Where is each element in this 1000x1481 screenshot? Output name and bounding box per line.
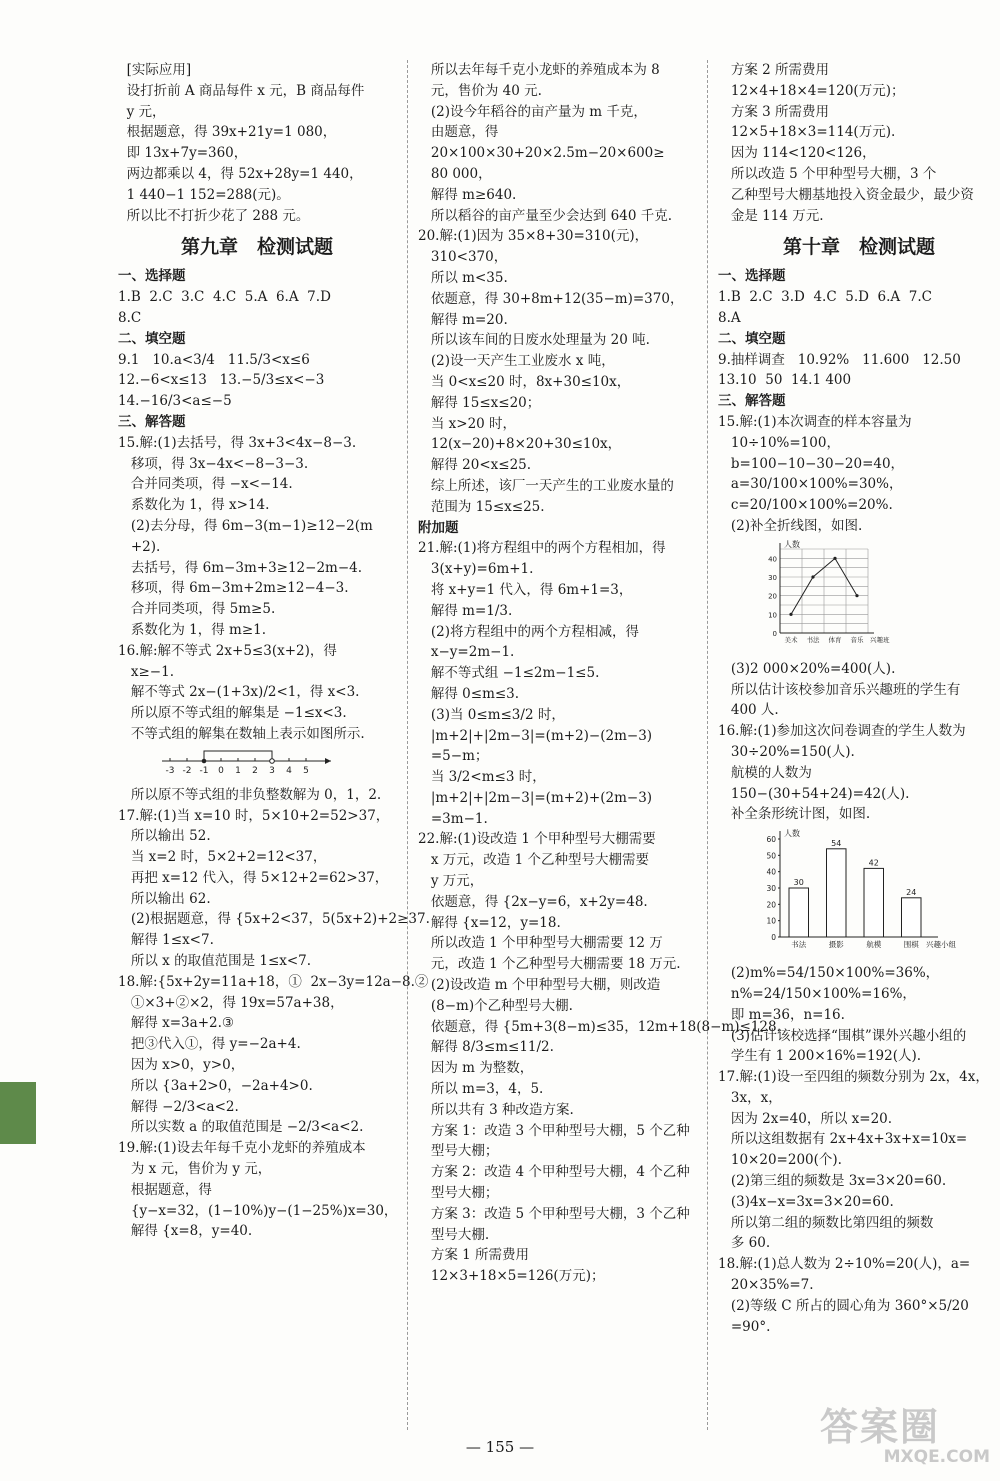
text-line: 所以输出 62. xyxy=(118,890,211,907)
text-line: 9.抽样调查 10.92% 11.600 12.50 xyxy=(718,351,961,368)
text-line: 因为 2x=40，所以 x=20. xyxy=(718,1110,893,1127)
bar xyxy=(902,898,922,937)
text-line: x 万元，改造 1 个乙种型号大棚需要 xyxy=(418,852,649,869)
text-line: x≥−1. xyxy=(118,663,174,680)
text-line: y 万元， xyxy=(418,873,484,890)
text-line: (3)4x−x=3x=3×20=60. xyxy=(718,1193,894,1210)
page-number: — 155 — xyxy=(465,1438,535,1456)
text-line: 所以该车间的日废水处理量为 20 吨. xyxy=(418,332,650,349)
x-tick-label: 体育 xyxy=(828,635,842,644)
text-line: 解得 0≤m≤3. xyxy=(418,685,520,702)
number-line-label: -1 xyxy=(199,765,209,776)
data-point xyxy=(811,575,814,578)
text-line: (3)当 0≤m≤3/2 时， xyxy=(418,706,565,723)
number-line-label: 3 xyxy=(269,765,275,776)
text-line: 方案 3 所需费用 xyxy=(718,103,830,120)
text-line: 1.B 2.C 3.C 4.C 5.A 6.A 7.D xyxy=(118,289,331,306)
text-line: 当 x>20 时， xyxy=(418,415,517,432)
text-line: 12×4+18×4=120(万元)； xyxy=(718,82,905,99)
text-line: 12×3+18×5=126(万元)； xyxy=(418,1268,605,1285)
y-tick-label: 30 xyxy=(768,573,777,582)
text-line: (2)去分母，得 6m−3(m−1)≥12−2(m xyxy=(118,517,373,534)
text-line: 航模的人数为 xyxy=(718,764,812,781)
text-line: 当 3/2<m≤3 时， xyxy=(418,769,546,786)
text-line: 依题意，得 30+8m+12(35−m)=370， xyxy=(418,290,684,307)
text-line: 所以第二组的频数比第四组的频数 xyxy=(718,1214,934,1231)
text-line: 学生有 1 200×16%=192(人). xyxy=(718,1048,922,1065)
text-line: 80 000， xyxy=(418,165,492,182)
text-line: 解得 1≤x<7. xyxy=(118,932,214,949)
watermark-url: MXQE.COM xyxy=(883,1447,990,1467)
text-line: 22.解:(1)设改造 1 个甲种型号大棚需要 xyxy=(418,831,656,848)
watermark-logo xyxy=(820,1407,990,1473)
text-line: 14.−16/3<a≤−5 xyxy=(118,393,232,410)
chapter-10-title: 第十章 检测试题 xyxy=(782,236,935,259)
text-line: 13.10 50 14.1 400 xyxy=(718,372,852,389)
chapter-9-answers xyxy=(118,266,396,744)
text-line: |m+2|+|2m−3|=(m+2)−(2m−3) xyxy=(418,727,653,744)
text-line: =5−m； xyxy=(418,748,489,765)
chapter-10-answers xyxy=(718,266,1000,536)
text-line: 型号大棚. xyxy=(418,1226,490,1243)
text-line: 元，改造 1 个乙种型号大棚需要 18 万元. xyxy=(418,956,681,973)
text-line: 所以 m<35. xyxy=(418,269,508,286)
text-line: 8.A xyxy=(718,309,741,326)
text-line: |m+2|+|2m−3|=(m+2)+(2m−3) xyxy=(418,789,653,806)
y-tick-label: 20 xyxy=(768,592,777,601)
text-line: b=100−10−30−20=40， xyxy=(718,455,905,472)
text-line: (2)第三组的频数是 3x=3×20=60. xyxy=(718,1173,947,1190)
text-line: y 元， xyxy=(118,103,166,120)
y-tick-label: 50 xyxy=(766,851,776,861)
text-line: 解得 {x=12，y=18. xyxy=(418,914,561,931)
number-line-label: -2 xyxy=(182,765,192,776)
number-line-label: 2 xyxy=(252,765,258,776)
text-line: 解得 {x=8，y=40. xyxy=(118,1223,253,1240)
y-tick-label: 40 xyxy=(766,867,776,877)
text-line: 方案 2 所需费用 xyxy=(718,62,830,78)
column-divider xyxy=(407,60,408,1430)
text-line: 方案 1：改造 3 个甲种型号大棚，5 个乙种 xyxy=(418,1122,690,1139)
bar xyxy=(827,849,847,937)
text-line: 19.解:(1)设去年每千克小龙虾的养殖成本 xyxy=(118,1140,366,1157)
x-axis-label: 兴趣小组 xyxy=(926,940,956,950)
text-line: 所以改造 5 个甲种型号大棚，3 个 xyxy=(718,165,937,182)
text-line: 20×35%=7. xyxy=(718,1277,814,1294)
text-line: 12×5+18×3=114(万元). xyxy=(718,124,896,141)
section-heading: 一、选择题 xyxy=(718,268,786,285)
edge-color-tab xyxy=(0,1082,36,1144)
text-line: 400 人. xyxy=(718,702,779,719)
x-axis-label: 兴趣班 xyxy=(870,635,890,644)
text-line: a=30/100×100%=30%， xyxy=(718,476,903,493)
text-line: 解得 x=3a+2.③ xyxy=(118,1015,235,1032)
text-line: ①×3+②×2，得 19x=57a+38， xyxy=(118,994,344,1011)
text-line: c=20/100×100%=20%. xyxy=(718,497,893,514)
bar-chart-figure xyxy=(758,827,1000,959)
text-line: 元，售价为 40 元. xyxy=(418,82,542,99)
text-line: +2). xyxy=(118,538,161,555)
text-line: 系数化为 1，得 m≥1. xyxy=(118,621,267,638)
text-line: (2)设今年稻谷的亩产量为 m 千克， xyxy=(418,103,647,120)
text-line: 16.解:解不等式 2x+5≤3(x+2)，得 xyxy=(118,642,337,659)
chapter-10-answers-cont xyxy=(718,659,1000,825)
text-line: 17.解:(1)设一至四组的频数分别为 2x，4x， xyxy=(718,1069,989,1086)
text-line: 20×100×30+20×2.5m−20×600≥ xyxy=(418,145,665,162)
data-label: 42 xyxy=(868,858,879,868)
text-line: (2)根据题意，得 {5x+2<37，5(5x+2)+2≥37. xyxy=(118,911,430,928)
section-heading: 附加题 xyxy=(418,519,459,536)
number-line-label: -3 xyxy=(165,765,175,776)
text-line: 所以输出 52. xyxy=(118,828,211,845)
text-line: (2)设一天产生工业废水 x 吨， xyxy=(418,353,615,370)
text-line: 所以实数 a 的取值范围是 −2/3<a<2. xyxy=(118,1119,364,1136)
text-line: 即 13x+7y=360， xyxy=(118,145,248,162)
text-line: 16.解:(1)参加这次问卷调查的学生人数为 xyxy=(718,723,966,740)
y-axis-label: 人数 xyxy=(784,539,800,549)
y-tick-label: 20 xyxy=(766,900,776,910)
text-line: 乙种型号大棚基地投入资金最少，最少资 xyxy=(718,186,974,203)
chapter-10-answers-end xyxy=(718,963,1000,1337)
section-heading: 一、选择题 xyxy=(118,268,186,285)
text-line: 解得 m=1/3. xyxy=(418,602,513,619)
section-heading: 二、填空题 xyxy=(718,330,786,347)
text-line: 所以估计该校参加音乐兴趣班的学生有 xyxy=(718,681,961,698)
text-line: 由题意，得 xyxy=(418,124,499,141)
text-line: 为 x 元，售价为 y 元， xyxy=(118,1161,272,1178)
text-line: 方案 1 所需费用 xyxy=(418,1247,530,1264)
text-line: 解得 m≥640. xyxy=(418,186,517,203)
text-line: (2)设改造 m 个甲种型号大棚，则改造 xyxy=(418,977,661,994)
text-line: x−y=2m−1. xyxy=(418,644,515,661)
chapter-9-answers-cont xyxy=(118,785,430,1243)
text-line: 3(x+y)=6m+1. xyxy=(418,561,534,578)
text-line: 型号大棚； xyxy=(418,1143,499,1160)
text-line: 当 x=2 时，5×2+2=12<37， xyxy=(118,849,327,866)
closed-endpoint xyxy=(202,758,207,763)
text-line: 310<370， xyxy=(418,249,508,266)
text-line: 移项，得 3x−4x<−8−3−3. xyxy=(118,455,309,472)
data-point xyxy=(833,556,836,559)
text-line: 18.解:(1)总人数为 2÷10%=20(人)，a= xyxy=(718,1256,971,1273)
text-line: 所以原不等式组的解集是 −1≤x<3. xyxy=(118,705,347,722)
text-line: 再把 x=12 代入，得 5×12+2=62>37， xyxy=(118,869,389,886)
text-line: 10×20=200(个). xyxy=(718,1152,842,1169)
text-line: 1 440−1 152=288(元)。 xyxy=(118,186,290,203)
text-line: 解得 m=20. xyxy=(418,311,508,328)
practical-application-block xyxy=(118,60,396,226)
section-heading: 三、解答题 xyxy=(118,413,186,430)
chapter-9-title: 第九章 检测试题 xyxy=(180,236,333,259)
text-line: 所以 m=3，4，5. xyxy=(418,1081,544,1098)
arrow-icon xyxy=(325,758,331,764)
text-line: 设打折前 A 商品每件 x 元，B 商品每件 xyxy=(118,82,365,99)
text-line: =90°. xyxy=(718,1318,771,1335)
text-line: 根据题意，得 39x+21y=1 080， xyxy=(118,124,337,141)
text-line: 所以共有 3 种改造方案. xyxy=(418,1101,574,1118)
text-line: 系数化为 1，得 x>14. xyxy=(118,497,270,514)
text-line: 解得 8/3≤m≤11/2. xyxy=(418,1039,554,1056)
text-line: 即 m=36，n=16. xyxy=(718,1006,845,1023)
open-endpoint xyxy=(270,758,275,763)
text-line: (3)估计该校选择“围棋”课外兴趣小组的 xyxy=(718,1027,967,1044)
data-label: 54 xyxy=(831,838,842,848)
text-line: 范围为 15≤x≤25. xyxy=(418,498,545,515)
bar xyxy=(864,869,884,938)
text-line: 解不等式 2x−(1+3x)/2<1，得 x<3. xyxy=(118,684,360,701)
text-line: 综上所述，该厂一天产生的工业废水量的 xyxy=(418,477,674,494)
text-line: 所以原不等式组的非负整数解为 0，1，2. xyxy=(118,786,382,803)
text-line: (3)2 000×20%=400(人). xyxy=(718,660,896,677)
watermark-text: 答案圈 xyxy=(820,1405,941,1449)
text-line: {y−x=32，(1−10%)y−(1−25%)x=30， xyxy=(118,1202,398,1219)
text-line: 方案 3：改造 5 个甲种型号大棚，3 个乙种 xyxy=(418,1205,690,1222)
line-chart-figure xyxy=(758,539,1000,655)
y-tick-label: 10 xyxy=(768,611,777,620)
line-chart xyxy=(758,539,888,651)
y-tick-label: 0 xyxy=(772,629,777,638)
column-1 xyxy=(118,60,430,1371)
text-line: (2)补全折线图，如图. xyxy=(718,517,863,534)
text-line: 因为 x>0，y>0， xyxy=(118,1057,245,1074)
x-tick-label: 摄影 xyxy=(828,940,844,950)
section-heading: 二、填空题 xyxy=(118,330,186,347)
number-line-label: 5 xyxy=(303,765,309,776)
number-line-label: 4 xyxy=(286,765,292,776)
text-line: 20.解:(1)因为 35×8+30=310(元)， xyxy=(418,228,649,245)
text-line: 因为 114<120<126， xyxy=(718,145,876,162)
text-line: 1.B 2.C 3.D 4.C 5.D 6.A 7.C xyxy=(718,289,932,306)
text-line: 金是 114 万元. xyxy=(718,207,824,224)
y-tick-label: 30 xyxy=(766,884,776,894)
x-tick-label: 航模 xyxy=(866,940,882,950)
text-line: 合并同类项，得 5m≥5. xyxy=(118,601,276,618)
text-line: 所以去年每千克小龙虾的养殖成本为 8 xyxy=(418,62,660,78)
number-line-label: 1 xyxy=(235,765,241,776)
text-line: 移项，得 6m−3m+2m≥12−4−3. xyxy=(118,580,349,597)
text-line: 因为 m 为整数， xyxy=(418,1060,534,1077)
text-line: 18.解:{5x+2y=11a+18，① 2x−3y=12a−8.② xyxy=(118,973,429,990)
text-line: 依题意，得 {5m+3(8−m)≤35，12m+18(8−m)≤128， xyxy=(418,1018,791,1035)
text-line: 所以这组数据有 2x+4x+3x+x=10x= xyxy=(718,1131,968,1148)
text-line: 3x，x， xyxy=(718,1089,782,1106)
text-line: 12(x−20)+8×20+30≤10x， xyxy=(418,436,622,453)
text-line: 方案 2：改造 4 个甲种型号大棚，4 个乙种 xyxy=(418,1164,690,1181)
text-line: 所以 x 的取值范围是 1≤x<7. xyxy=(118,953,312,970)
text-line: (2)将方程组中的两个方程相减，得 xyxy=(418,623,639,640)
text-line: 解得 20<x≤25. xyxy=(418,457,532,474)
text-line: 150−(30+54+24)=42(人). xyxy=(718,785,910,802)
text-line: n%=24/150×100%=16%， xyxy=(718,985,916,1002)
x-tick-label: 音乐 xyxy=(850,635,864,644)
text-line: 所以改造 1 个甲种型号大棚需要 12 万 xyxy=(418,935,663,952)
text-line: 当 0<x≤20 时，8x+30≤10x， xyxy=(418,373,631,390)
x-tick-label: 书法 xyxy=(791,940,807,950)
data-point xyxy=(789,612,792,615)
text-line: 依题意，得 {2x−y=6，x+2y=48. xyxy=(418,893,648,910)
column-3 xyxy=(718,60,1000,1371)
text-line: 去括号，得 6m−3m+3≥12−2m−4. xyxy=(118,559,363,576)
text-line: 将 x+y=1 代入，得 6m+1=3， xyxy=(418,581,633,598)
x-tick-label: 围棋 xyxy=(903,940,919,950)
text-line: 9.1 10.a<3/4 11.5/3<x≤6 xyxy=(118,351,310,368)
bar xyxy=(789,888,809,937)
y-tick-label: 40 xyxy=(768,555,777,564)
data-point xyxy=(855,594,858,597)
y-tick-label: 60 xyxy=(766,835,776,845)
text-line: 不等式组的解集在数轴上表示如图所示. xyxy=(118,725,365,742)
text-line: 两边都乘以 4，得 52x+28y=1 440， xyxy=(118,165,363,182)
x-tick-label: 美术 xyxy=(784,635,798,644)
y-axis-label: 人数 xyxy=(784,829,800,839)
text-line: (2)等级 C 所占的圆心角为 360°×5/20 xyxy=(718,1297,969,1314)
text-line: 补全条形统计图，如图. xyxy=(718,806,871,823)
text-line: 21.解:(1)将方程组中的两个方程相加，得 xyxy=(418,540,666,557)
text-line: 把③代入①，得 y=−2a+4. xyxy=(118,1036,301,1053)
text-line: 15.解:(1)去括号，得 3x+3<4x−8−3. xyxy=(118,434,357,451)
x-tick-label: 书法 xyxy=(806,635,820,644)
text-line: 所以 {3a+2>0，−2a+4>0. xyxy=(118,1077,313,1094)
data-label: 30 xyxy=(793,878,804,888)
number-line xyxy=(158,747,358,777)
column-divider xyxy=(707,60,708,1430)
text-line: 型号大棚； xyxy=(418,1185,499,1202)
text-line: 10÷10%=100， xyxy=(718,434,840,451)
text-line: 合并同类项，得 −x<−14. xyxy=(118,476,293,493)
text-line: 15.解:(1)本次调查的样本容量为 xyxy=(718,413,912,430)
text-line: 30÷20%=150(人). xyxy=(718,743,855,760)
text-line: [实际应用] xyxy=(118,62,192,78)
y-tick-label: 10 xyxy=(766,916,776,926)
text-line: 解得 −2/3<a<2. xyxy=(118,1098,239,1115)
text-line: =3m−1. xyxy=(418,810,488,827)
number-line-figure xyxy=(158,747,396,781)
text-line: 17.解:(1)当 x=10 时，5×10+2=52>37， xyxy=(118,807,390,824)
bar-chart xyxy=(758,827,968,955)
text-line: 根据题意，得 xyxy=(118,1181,212,1198)
text-line: (8−m)个乙种型号大棚. xyxy=(418,997,573,1014)
number-line-label: 0 xyxy=(218,765,224,776)
text-line: 所以比不打折少花了 288 元。 xyxy=(118,207,310,224)
text-line: 12.−6<x≤13 13.−5/3≤x<−3 xyxy=(118,372,325,389)
chapter-9-answers-col3 xyxy=(718,60,1000,226)
text-line: 解不等式组 −1≤2m−1≤5. xyxy=(418,665,600,682)
section-heading: 三、解答题 xyxy=(718,393,786,410)
text-line: 多 60. xyxy=(718,1235,771,1252)
text-line: 所以稻谷的亩产量至少会达到 640 千克. xyxy=(418,207,673,224)
text-line: (2)m%=54/150×100%=36%， xyxy=(718,965,940,982)
text-line: 8.C xyxy=(118,309,142,326)
data-label: 24 xyxy=(906,887,917,897)
y-tick-label: 0 xyxy=(771,933,776,943)
text-line: 解得 15≤x≤20； xyxy=(418,394,541,411)
